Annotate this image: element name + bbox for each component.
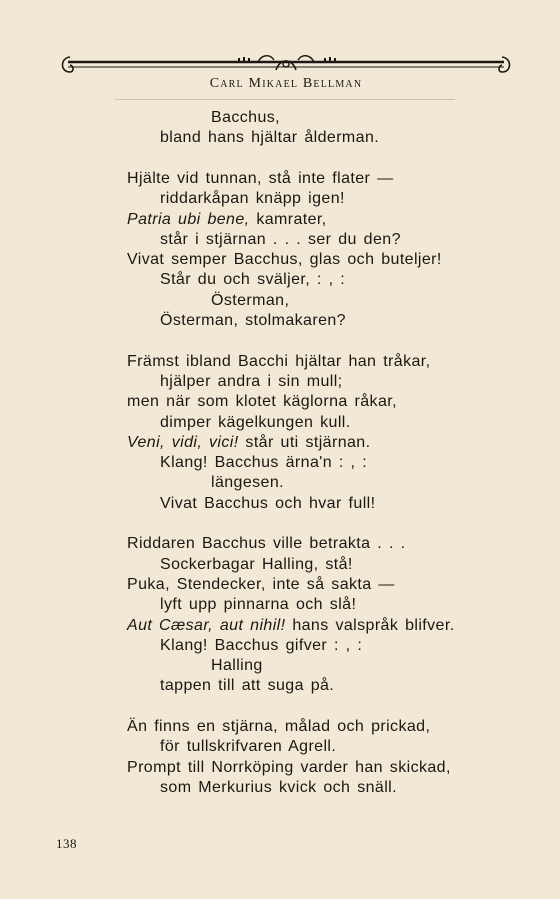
page-number: 138 [56,836,77,851]
verse-line: men när som klotet käglorna råkar, [127,393,397,411]
header-rule [115,99,455,100]
verse-line: Sockerbagar Halling, stå! [160,555,353,573]
verse-line: Klang! Bacchus ärna'n : , : [160,454,368,472]
verse-line: Hjälte vid tunnan, stå inte flater — [127,169,394,187]
verse-line: hjälper andra i sin mull; [160,372,343,390]
verse-line: Puka, Stendecker, inte så sakta — [127,575,395,593]
latin-phrase: Aut Cæsar, aut nihil! [127,616,286,634]
running-head-author: Carl Mikael Bellman [209,76,363,91]
verse-line: Står du och sväljer, : , : [160,271,346,289]
verse-text: står uti stjärnan. [238,433,371,451]
verse-line: Prompt till Norrköping varder han skickad, [127,758,451,776]
verse-line: Halling [211,657,263,675]
verse-line: Bacchus, [211,109,281,126]
verse-text: hans valspråk blifver. [285,616,455,634]
verse-line: för tullskrifvaren Agrell. [160,738,337,756]
verse-text: kamrater, [249,210,327,228]
running-header [58,52,514,92]
latin-phrase: Veni, vidi, vici! [127,433,239,451]
verse-line: Österman, stolmakaren? [160,312,346,329]
verse-line: Vivat Bacchus och hvar full! [160,494,376,512]
verse-line: Riddaren Bacchus ville betrakta . . . [127,535,406,553]
verse-line: dimper kägelkungen kull. [160,413,351,431]
verse-line: Vivat semper Bacchus, glas och buteljer! [127,251,442,269]
latin-phrase: Patria ubi bene, [127,210,250,228]
verse-line: som Merkurius kvick och snäll. [160,778,397,796]
verse-line: Österman, [211,291,290,309]
verse-line: Än finns en stjärna, målad och prickad, [127,718,431,735]
header-ornament [58,52,514,76]
verse-line: Klang! Bacchus gifver : , : [160,636,363,654]
verse-line [127,210,327,230]
verse-line: lyft upp pinnarna och slå! [160,596,357,614]
verse-line: står i stjärnan . . . ser du den? [160,230,401,248]
verse-line [127,616,455,636]
verse-line: bland hans hjältar ålderman. [160,129,380,147]
verse-line: längesen. [211,474,284,492]
verse-line: Främst ibland Bacchi hjältar han tråkar, [127,352,431,370]
verse-line [127,433,370,453]
verse-line: tappen till att suga på. [160,677,335,695]
verse-line: riddarkåpan knäpp igen! [160,190,345,208]
